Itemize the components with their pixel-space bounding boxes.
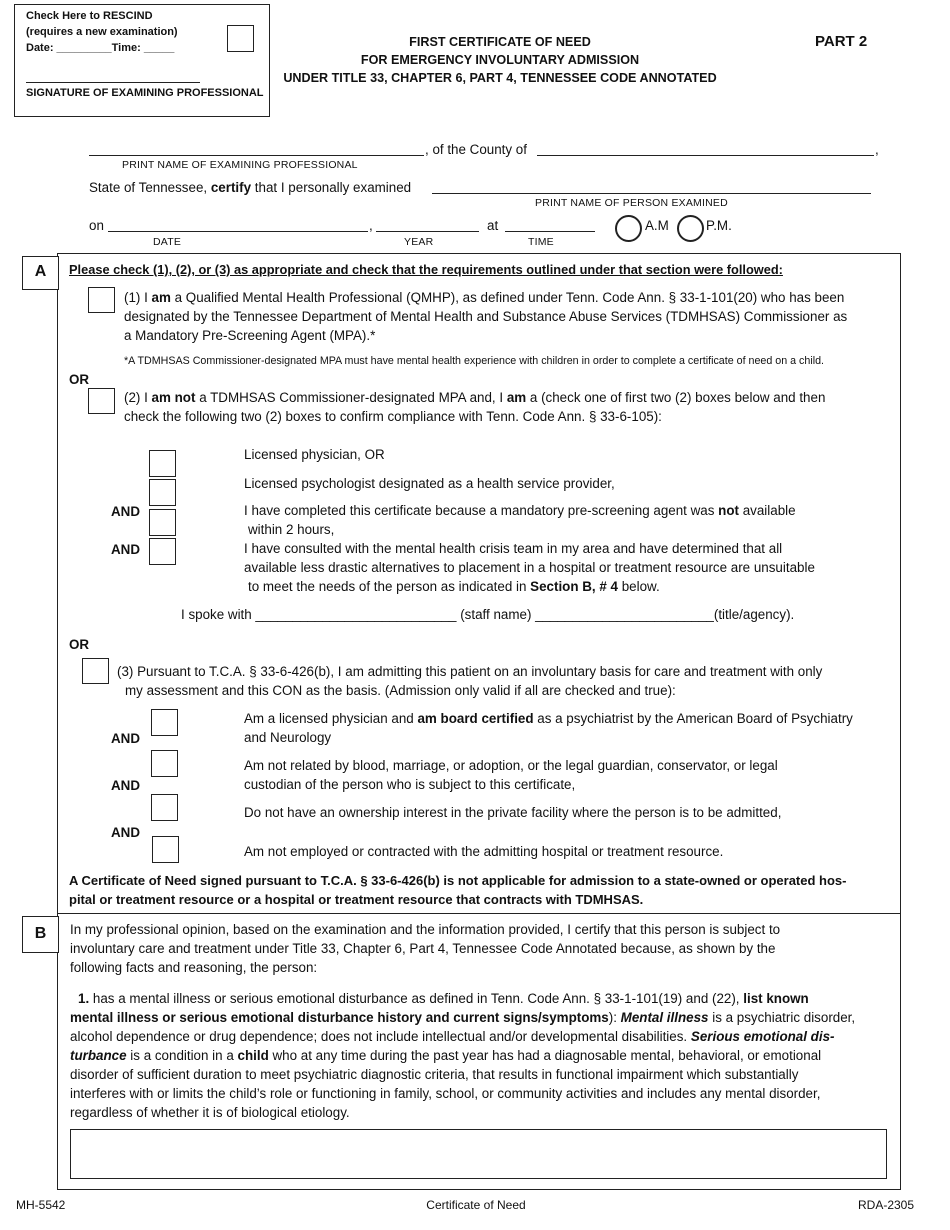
state-prefix: State of Tennessee, — [89, 180, 208, 195]
spoke-with-line[interactable]: I spoke with ___________________________ (staff name) ________________________(title/agency). — [181, 607, 795, 622]
consulted-line-1: I have consulted with the mental health crisis team in my area and have determined that all — [244, 541, 783, 556]
opt2-am: am — [506, 390, 527, 405]
ownership-label: Do not have an ownership interest in the private facility where the person is to be admitted, — [244, 805, 782, 820]
licensed-psychologist-checkbox[interactable] — [149, 479, 176, 506]
state-suffix: that I personally examined — [254, 180, 412, 195]
option-1-line-2: designated by the Tennessee Department of Mental Health and Substance Abuse Services (TDMHSAS) Commissioner as — [124, 309, 848, 324]
time-caption: TIME — [528, 236, 554, 248]
option-1-line-1 — [124, 288, 844, 307]
date-field[interactable] — [108, 231, 368, 232]
section-a-footer-line-2: pital or treatment resource or a hospital or treatment resource that contracts with TDMHSAS. — [69, 892, 644, 907]
item-1-line-6: interferes with or limits the child’s role or functioning in family, school, or community activities and includes any mental disorder, — [70, 1086, 821, 1101]
year-field[interactable] — [376, 231, 479, 232]
print-name-person-caption: PRINT NAME OF PERSON EXAMINED — [535, 197, 728, 209]
certify-word: certify — [210, 180, 252, 195]
completed-certificate-line-2: within 2 hours, — [248, 522, 335, 537]
option-1-note: *A TDMHSAS Commissioner-designated MPA must have mental health experience with children in order to complete a certificate of need on a child. — [124, 355, 824, 367]
or-label-2: OR — [69, 637, 90, 652]
rescind-label: Check Here to RESCIND — [26, 10, 153, 22]
option-2-checkbox[interactable] — [88, 388, 115, 414]
board-certified-line-1 — [244, 709, 853, 728]
board-pre: Am a licensed physician and — [244, 711, 414, 726]
part-label: PART 2 — [815, 33, 868, 50]
completed-pre: I have completed this certificate because a mandatory pre-screening agent was — [244, 503, 715, 518]
consulted-section-ref: Section B, # 4 — [530, 579, 618, 594]
title-line-1: FIRST CERTIFICATE OF NEED — [409, 35, 591, 49]
option-3-checkbox[interactable] — [82, 658, 109, 684]
line-5-mid: is a condition in a — [130, 1048, 234, 1063]
completed-certificate-checkbox[interactable] — [149, 509, 176, 536]
section-b-label: B — [34, 925, 47, 942]
at-label: at — [487, 218, 499, 233]
opt1-am: am — [151, 290, 171, 305]
not-related-line-2: custodian of the person who is subject to this certificate, — [244, 777, 576, 792]
mental-illness-def: is a psychiatric disorder, — [712, 1010, 856, 1025]
item-1-line-7: regardless of whether it is of biological etiology. — [70, 1105, 350, 1120]
option-3-line-1: (3) Pursuant to T.C.A. § 33-6-426(b), I am admitting this patient on an involuntary basis for care and treatment with only — [117, 664, 823, 679]
opt2-post: a (check one of first two (2) boxes below and then — [529, 390, 826, 405]
not-employed-checkbox[interactable] — [152, 836, 179, 863]
and-label-5: AND — [111, 825, 141, 840]
item-1-text: has a mental illness or serious emotional disturbance as defined in Tenn. Code Ann. § 33-1-101(19) and (22), — [92, 991, 740, 1006]
option-1-checkbox[interactable] — [88, 287, 115, 313]
and-label-4: AND — [111, 778, 141, 793]
section-a-label: A — [34, 263, 47, 280]
rescind-date-time: Date: _________Time: _____ — [26, 42, 175, 54]
date-caption: DATE — [153, 236, 182, 248]
rescind-note: (requires a new examination) — [26, 26, 178, 38]
county-comma: , — [875, 142, 879, 157]
child-word: child — [237, 1048, 269, 1063]
footer-rda-number: RDA-2305 — [858, 1198, 915, 1212]
item-1-line-1 — [78, 989, 809, 1008]
item-1-bold-2: mental illness or serious emotional disturbance history and current signs/symptoms — [70, 1010, 609, 1025]
section-b-para-line-1: In my professional opinion, based on the examination and the information provided, I certify that this person is subject to — [70, 922, 781, 937]
am-radio[interactable] — [615, 215, 642, 242]
licensed-physician-checkbox[interactable] — [149, 450, 176, 477]
not-related-line-1: Am not related by blood, marriage, or adoption, or the legal guardian, conservator, or legal — [244, 758, 778, 773]
item-1-list-known: list known — [743, 991, 809, 1006]
item-1-line-5: disorder of sufficient duration to meet psychiatric diagnostic criteria, that results in functional impairment which substantially — [70, 1067, 799, 1082]
completed-certificate-line-1 — [244, 501, 796, 520]
item-1-close: ): — [608, 1010, 617, 1025]
county-field[interactable] — [537, 155, 874, 156]
not-employed-label: Am not employed or contracted with the admitting hospital or treatment resource. — [244, 844, 724, 859]
mental-illness-term: Mental illness — [620, 1010, 709, 1025]
person-examined-name-field[interactable] — [432, 193, 871, 194]
or-label-1: OR — [69, 372, 90, 387]
board-post: as a psychiatrist by the American Board of Psychiatry — [537, 711, 853, 726]
sed-term-2: turbance — [70, 1048, 127, 1063]
and-label-2: AND — [111, 542, 141, 557]
section-b-para-line-3: following facts and reasoning, the person: — [70, 960, 318, 975]
consulted-pre: to meet the needs of the person as indicated in — [248, 579, 527, 594]
option-2-line-2: check the following two (2) boxes to confirm compliance with Tenn. Code Ann. § 33-6-105): — [124, 409, 662, 424]
item-1-number: 1. — [78, 991, 90, 1006]
footer-title: Certificate of Need — [426, 1198, 526, 1212]
rescind-signature-line[interactable] — [26, 82, 200, 83]
time-field[interactable] — [505, 231, 595, 232]
board-certified-checkbox[interactable] — [151, 709, 178, 736]
opt2-am-not: am not — [151, 390, 196, 405]
state-certify-line — [89, 178, 411, 197]
option-1-line-3: a Mandatory Pre-Screening Agent (MPA).* — [124, 328, 376, 343]
option-3-line-2: my assessment and this CON as the basis. (Admission only valid if all are checked and true): — [125, 683, 676, 698]
item-1-line-2 — [70, 1008, 855, 1027]
board-bold: am board certified — [417, 711, 534, 726]
ownership-checkbox[interactable] — [151, 794, 178, 821]
pm-radio[interactable] — [677, 215, 704, 242]
opt2-pre: (2) I — [124, 390, 148, 405]
footer-form-number: MH-5542 — [16, 1198, 66, 1212]
date-comma: , — [369, 218, 373, 233]
not-related-checkbox[interactable] — [151, 750, 178, 777]
opt1-pre: (1) I — [124, 290, 148, 305]
am-label: A.M — [645, 218, 669, 233]
item-1-line-4 — [70, 1046, 821, 1065]
licensed-physician-label: Licensed physician, OR — [244, 447, 385, 462]
of-county-label: , of the County of — [425, 142, 527, 157]
item-1-line-3 — [70, 1027, 835, 1046]
consulted-crisis-team-checkbox[interactable] — [149, 538, 176, 565]
print-name-professional-caption: PRINT NAME OF EXAMINING PROFESSIONAL — [122, 159, 358, 171]
consulted-post: below. — [621, 579, 660, 594]
line-5-post: who at any time during the past year has had a diagnosable mental, behavioral, or emotional — [272, 1048, 822, 1063]
and-label-1: AND — [111, 504, 141, 519]
title-line-2: FOR EMERGENCY INVOLUNTARY ADMISSION — [360, 53, 640, 67]
licensed-psychologist-label: Licensed psychologist designated as a health service provider, — [244, 476, 615, 491]
mental-illness-history-textarea[interactable] — [70, 1129, 887, 1179]
board-certified-line-2: and Neurology — [244, 730, 332, 745]
year-caption: YEAR — [404, 236, 434, 248]
completed-post: available — [742, 503, 796, 518]
rescind-checkbox[interactable] — [227, 25, 254, 52]
opt2-mid: a TDMHSAS Commissioner-designated MPA and, I — [199, 390, 504, 405]
section-b-para-line-2: involuntary care and treatment under Title 33, Chapter 6, Part 4, Tennessee Code Annotated because, as shown by the — [70, 941, 776, 956]
completed-not: not — [718, 503, 739, 518]
examining-professional-name-field[interactable] — [89, 155, 424, 156]
line-4-text: alcohol dependence or drug dependence; does not include intellectual and/or developmental disabilities. — [70, 1029, 688, 1044]
consulted-line-2: available less drastic alternatives to placement in a hospital or treatment resource are unsuitable — [244, 560, 815, 575]
section-a-footer-line-1: A Certificate of Need signed pursuant to T.C.A. § 33-6-426(b) is not applicable for admission to a state-owned or operated hos- — [69, 873, 847, 888]
section-a-heading: Please check (1), (2), or (3) as appropriate and check that the requirements outlined under that section were followed: — [69, 262, 783, 277]
pm-label: P.M. — [706, 218, 732, 233]
title-line-3: UNDER TITLE 33, CHAPTER 6, PART 4, TENNESSEE CODE ANNOTATED — [283, 71, 717, 85]
and-label-3: AND — [111, 731, 141, 746]
consulted-line-3 — [248, 577, 660, 596]
sed-term-1: Serious emotional dis- — [690, 1029, 835, 1044]
option-2-line-1 — [124, 388, 825, 407]
rescind-signature-label: SIGNATURE OF EXAMINING PROFESSIONAL — [26, 87, 264, 99]
on-label: on — [89, 218, 104, 233]
opt1-post: a Qualified Mental Health Professional (QMHP), as defined under Tenn. Code Ann. § 33-1-101(20) who has been — [174, 290, 845, 305]
